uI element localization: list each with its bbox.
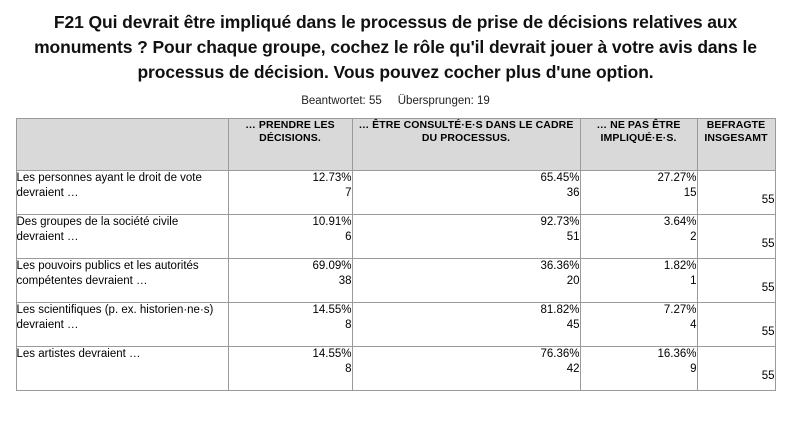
answered-count: Beantwortet: 55 — [301, 94, 382, 107]
percent-value: 69.09% — [312, 259, 352, 272]
percent-value: 1.82% — [663, 259, 697, 272]
count-value: 2 — [690, 231, 697, 244]
row-cell-a — [228, 302, 352, 346]
skipped-count: Übersprungen: 19 — [397, 94, 490, 107]
row-total — [697, 258, 775, 302]
row-total — [697, 170, 775, 214]
percent-value: 92.73% — [540, 215, 580, 228]
total-value: 55 — [761, 193, 775, 206]
header-befragte-insgesamt: BEFRAGTE INSGESAMT — [697, 118, 775, 170]
percent-value: 81.82% — [540, 303, 580, 316]
row-label: Les artistes devraient … — [16, 346, 228, 390]
row-cell-b — [352, 258, 580, 302]
row-label: Les scientifiques (p. ex. historien·ne·s) devraient … — [16, 302, 228, 346]
table-row — [16, 258, 775, 302]
row-cell-b — [352, 214, 580, 258]
count-value: 9 — [690, 363, 697, 376]
table-row — [16, 302, 775, 346]
header-etre-consultes: … ÊTRE CONSULTÉ·E·S DANS LE CADRE DU PROCESSUS. — [352, 118, 580, 170]
row-cell-a — [228, 214, 352, 258]
percent-value: 10.91% — [312, 215, 352, 228]
header-ne-pas-etre-impliques: … NE PAS ÊTRE IMPLIQUÉ·E·S. — [580, 118, 697, 170]
total-value: 55 — [761, 281, 775, 294]
count-value: 45 — [566, 319, 580, 332]
count-value: 7 — [345, 187, 352, 200]
row-cell-c — [580, 258, 697, 302]
row-label: Des groupes de la société civile devraient … — [16, 214, 228, 258]
count-value: 15 — [683, 187, 697, 200]
total-value: 55 — [761, 369, 775, 382]
count-value: 4 — [690, 319, 697, 332]
row-cell-c — [580, 302, 697, 346]
percent-value: 12.73% — [312, 171, 352, 184]
row-cell-a — [228, 258, 352, 302]
page-title: F21 Qui devrait être impliqué dans le processus de prise de décisions relatives aux monuments ? Pour chaque groupe, cochez le rôle qu'il devrait jouer à votre avis dans le processus de décision. Vous pouvez cocher plus d'une option. — [34, 12, 757, 82]
count-value: 51 — [566, 231, 580, 244]
row-total — [697, 302, 775, 346]
total-value: 55 — [761, 237, 775, 250]
total-value: 55 — [761, 325, 775, 338]
table-row — [16, 170, 775, 214]
response-meta — [0, 95, 791, 107]
count-value: 20 — [566, 275, 580, 288]
row-cell-b — [352, 302, 580, 346]
row-cell-b — [352, 346, 580, 390]
count-value: 42 — [566, 363, 580, 376]
percent-value: 7.27% — [663, 303, 697, 316]
table-row — [16, 214, 775, 258]
percent-value: 14.55% — [312, 303, 352, 316]
header-prendre-les-decisions: … PRENDRE LES DÉCISIONS. — [228, 118, 352, 170]
header-corner — [16, 118, 228, 170]
count-value: 8 — [345, 319, 352, 332]
count-value: 6 — [345, 231, 352, 244]
count-value: 1 — [690, 275, 697, 288]
row-label: Les personnes ayant le droit de vote devraient … — [16, 170, 228, 214]
results-table — [16, 118, 776, 391]
row-cell-b — [352, 170, 580, 214]
percent-value: 76.36% — [540, 347, 580, 360]
percent-value: 14.55% — [312, 347, 352, 360]
table-row — [16, 346, 775, 390]
percent-value: 3.64% — [663, 215, 697, 228]
row-total — [697, 214, 775, 258]
count-value: 36 — [566, 187, 580, 200]
table-header — [16, 118, 775, 170]
percent-value: 16.36% — [657, 347, 697, 360]
row-cell-a — [228, 346, 352, 390]
percent-value: 36.36% — [540, 259, 580, 272]
row-cell-c — [580, 346, 697, 390]
count-value: 38 — [338, 275, 352, 288]
table-body — [16, 170, 775, 390]
header-row — [16, 118, 775, 170]
row-cell-c — [580, 170, 697, 214]
count-value: 8 — [345, 363, 352, 376]
row-cell-a — [228, 170, 352, 214]
row-label: Les pouvoirs publics et les autorités compétentes devraient … — [16, 258, 228, 302]
percent-value: 27.27% — [657, 171, 697, 184]
row-cell-c — [580, 214, 697, 258]
percent-value: 65.45% — [540, 171, 580, 184]
row-total — [697, 346, 775, 390]
